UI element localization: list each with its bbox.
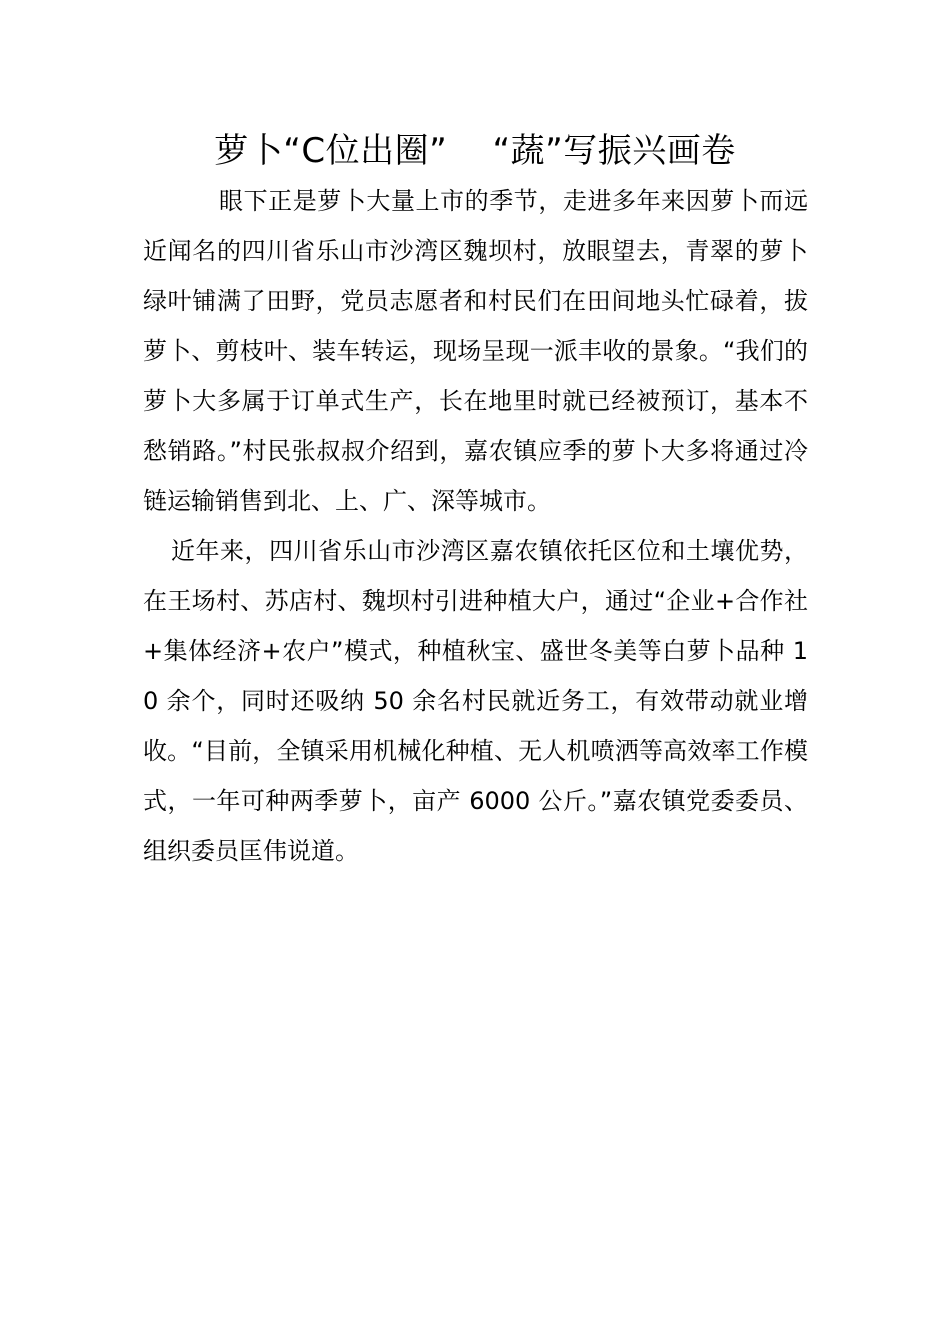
paragraph-2: 近年来，四川省乐山市沙湾区嘉农镇依托区位和土壤优势，在王场村、苏店村、魏坝村引进种植大户，通过“企业+合作社+集体经济+农户”模式，种植秋宝、盛世冬美等白萝卜品种 10 余个，同时还吸纳 50 余名村民就近务工，有效带动就业增收。“目前，全镇采用机械化种植、无人机喷洒等高效率工作模式，一年可种两季萝卜，亩产 6000 公斤。”嘉农镇党委委员、组织委员匡伟说道。 [143, 537, 808, 865]
article-body [143, 176, 808, 876]
paragraph-1: 眼下正是萝卜大量上市的季节，走进多年来因萝卜而远近闻名的四川省乐山市沙湾区魏坝村，放眼望去，青翠的萝卜绿叶铺满了田野，党员志愿者和村民们在田间地头忙碌着，拔萝卜、剪枝叶、装车转运，现场呈现一派丰收的景象。“我们的萝卜大多属于订单式生产，长在地里时就已经被预订，基本不愁销路。”村民张叔叔介绍到，嘉农镇应季的萝卜大多将通过冷链运输销售到北、上、广、深等城市。 [143, 187, 808, 515]
article-title: 萝卜“C位出圈” “蔬”写振兴画卷 [214, 131, 736, 171]
